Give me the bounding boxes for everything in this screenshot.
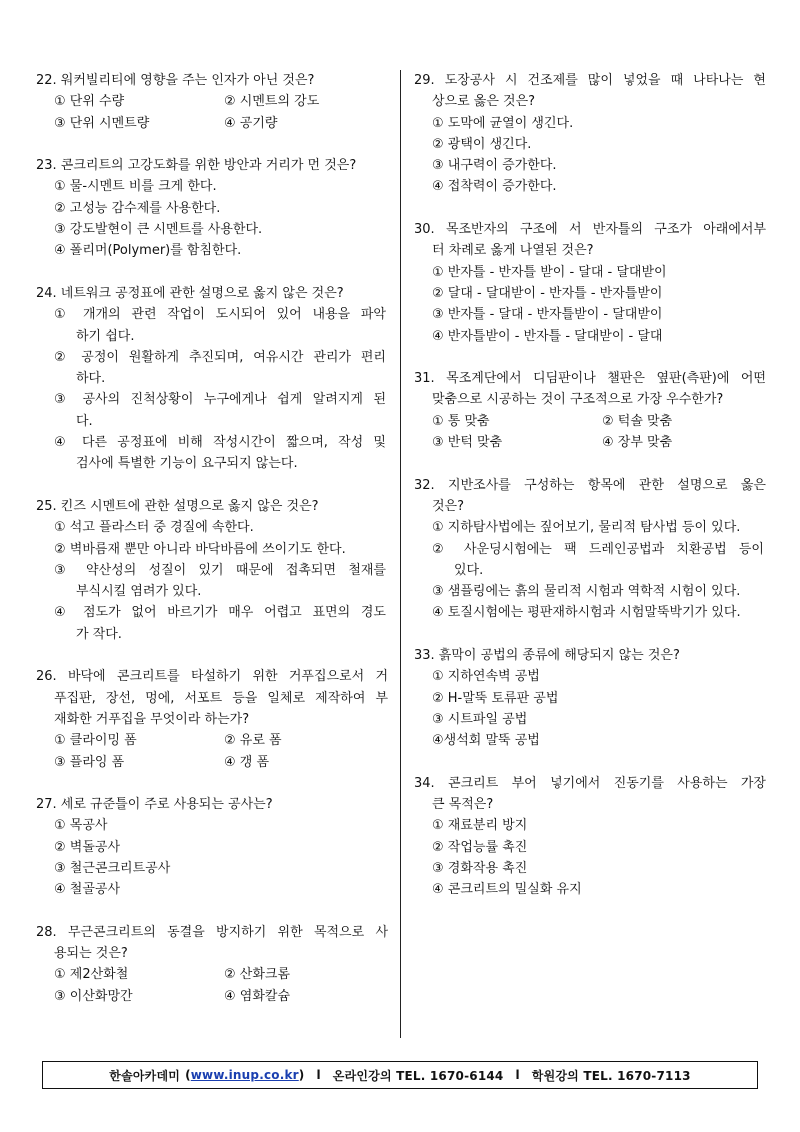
question-stem: 28. 무근콘크리트의 동결을 방지하기 위한 목적으로 사: [36, 924, 388, 940]
option-2[interactable]: ② 유로 폼: [224, 733, 282, 749]
question-stem-cont: 용되는 것은?: [54, 946, 128, 962]
question-32: [414, 475, 766, 624]
option-1[interactable]: ① 지하연속벽 공법: [432, 669, 540, 685]
option-2[interactable]: ② 벽바름재 뿐만 아니라 바닥바름에 쓰이기도 한다.: [54, 541, 346, 557]
right-column: [414, 70, 766, 922]
footer-online-tel: 온라인강의 TEL. 1670-6144: [332, 1068, 504, 1083]
question-29: [414, 70, 766, 198]
option-3[interactable]: ③ 경화작용 촉진: [432, 860, 528, 876]
option-4[interactable]: [36, 432, 388, 475]
option-1[interactable]: ① 석고 플라스터 중 경질에 속한다.: [54, 520, 254, 536]
footer-separator: l: [515, 1068, 520, 1082]
option-1[interactable]: ① 단위 수량: [54, 94, 125, 110]
option-1[interactable]: ① 반자틀 - 반자틀 받이 - 달대 - 달대받이: [432, 264, 667, 280]
option-4[interactable]: ④ 장부 맞춤: [602, 435, 673, 451]
question-28: [36, 922, 388, 1007]
option-1[interactable]: ① 재료분리 방지: [432, 818, 528, 834]
option-4[interactable]: ④ 염화칼슘: [224, 988, 291, 1004]
option-4[interactable]: ④ 반자틀받이 - 반자틀 - 달대받이 - 달대: [432, 328, 663, 344]
question-stem: 34. 콘크리트 부어 넣기에서 진동기를 사용하는 가장: [414, 775, 766, 791]
option-4[interactable]: ④ 갱 폼: [224, 754, 270, 770]
option-3[interactable]: [36, 389, 388, 432]
question-stem: 23. 콘크리트의 고강도화를 위한 방안과 거리가 먼 것은?: [36, 158, 357, 174]
option-3[interactable]: ③ 반자틀 - 달대 - 반자틀받이 - 달대받이: [432, 307, 663, 323]
option-4[interactable]: ④ 콘크리트의 밀실화 유지: [432, 882, 582, 898]
left-column: [36, 70, 388, 1028]
question-22: [36, 70, 388, 134]
option-4[interactable]: [36, 602, 388, 645]
option-text-cont: 가 작다.: [76, 626, 122, 642]
option-2[interactable]: ② 광택이 생긴다.: [432, 136, 532, 152]
option-4[interactable]: ④ 철골공사: [54, 882, 121, 898]
question-23: [36, 155, 388, 261]
footer-bar: 한솔아카데미 (www.inup.co.kr) l 온라인강의 TEL. 1670-6144 l 학원강의 TEL. 1670-7113: [42, 1061, 758, 1089]
option-text: ④ 다른 공정표에 비해 작성시간이 짧으며, 작성 및: [54, 435, 386, 451]
option-text: ① 개개의 관련 작업이 도시되어 있어 내용을 파악: [54, 307, 386, 323]
question-stem: 22. 워커빌리티에 영향을 주는 인자가 아닌 것은?: [36, 73, 315, 88]
question-stem-cont: 큰 목적은?: [432, 797, 494, 813]
option-3[interactable]: ③ 반턱 맞춤: [432, 435, 503, 451]
option-3[interactable]: [36, 560, 388, 603]
footer-separator: l: [316, 1068, 321, 1082]
option-1[interactable]: ① 지하탐사법에는 짚어보기, 물리적 탐사법 등이 있다.: [432, 520, 741, 536]
option-3[interactable]: ③ 시트파일 공법: [432, 711, 528, 727]
option-text-cont: 있다.: [454, 562, 484, 578]
question-stem: 25. 킨즈 시멘트에 관한 설명으로 옳지 않은 것은?: [36, 498, 319, 514]
option-3[interactable]: ③ 이산화망간: [54, 988, 133, 1004]
question-stem-cont: 푸집판, 장선, 멍에, 서포트 등을 일체로 제작하여 부: [54, 690, 388, 706]
footer-offline-tel: 학원강의 TEL. 1670-7113: [531, 1068, 691, 1083]
option-2[interactable]: ② 고성능 감수제를 사용한다.: [54, 200, 221, 216]
option-2[interactable]: ② 산화크롬: [224, 967, 291, 983]
question-stem-cont: 것은?: [432, 498, 465, 514]
option-1[interactable]: ① 제2산화철: [54, 967, 129, 983]
option-3[interactable]: ③ 플라잉 폼: [54, 754, 125, 770]
question-33: [414, 645, 766, 751]
option-text: ③ 공사의 진척상황이 누구에게나 쉽게 알려지게 된: [54, 392, 386, 408]
question-34: [414, 773, 766, 901]
question-stem: 27. 세로 규준틀이 주로 사용되는 공사는?: [36, 797, 273, 813]
option-1[interactable]: ① 클라이밍 폼: [54, 733, 137, 749]
question-stem-cont: 상으로 옳은 것은?: [432, 94, 536, 110]
option-1[interactable]: ① 목공사: [54, 818, 108, 834]
option-2[interactable]: ② 달대 - 달대받이 - 반자틀 - 반자틀받이: [432, 285, 663, 301]
question-stem: 31. 목조계단에서 디딤판이나 챌판은 옆판(측판)에 어떤: [414, 371, 766, 387]
answer-options: [36, 730, 388, 773]
question-30: [414, 219, 766, 347]
option-text-cont: 부식시킬 염려가 있다.: [76, 584, 202, 600]
question-stem-cont: 재화한 거푸집을 무엇이라 하는가?: [54, 711, 250, 727]
option-1[interactable]: [36, 304, 388, 347]
option-3[interactable]: ③ 단위 시멘트량: [54, 115, 150, 131]
option-text: ② 사운딩시험에는 팩 드레인공법과 치환공법 등이: [432, 541, 764, 557]
option-text-cont: 하기 쉽다.: [76, 328, 135, 344]
option-2[interactable]: [36, 347, 388, 390]
option-3[interactable]: ③ 샘플링에는 흙의 물리적 시험과 역학적 시험이 있다.: [432, 584, 741, 600]
option-2[interactable]: ② 시멘트의 강도: [224, 94, 320, 110]
option-2[interactable]: [414, 539, 766, 582]
footer-url-link[interactable]: www.inup.co.kr: [190, 1068, 299, 1082]
option-2[interactable]: ② 작업능률 촉진: [432, 839, 528, 855]
option-2[interactable]: ② H-말뚝 토류판 공법: [432, 690, 559, 706]
option-text: ② 공정이 원활하게 추진되며, 여유시간 관리가 편리: [54, 349, 386, 365]
option-text-cont: 검사에 특별한 기능이 요구되지 않는다.: [76, 456, 298, 472]
option-1[interactable]: ① 도막에 균열이 생긴다.: [432, 115, 574, 131]
question-26: [36, 666, 388, 772]
question-stem: 30. 목조반자의 구조에 서 반자틀의 구조가 아래에서부: [414, 222, 766, 238]
question-stem: 26. 바닥에 콘크리트를 타설하기 위한 거푸집으로서 거: [36, 669, 388, 685]
option-3[interactable]: ③ 내구력이 증가한다.: [432, 158, 557, 174]
option-3[interactable]: ③ 철근콘크리트공사: [54, 860, 171, 876]
option-text-cont: 다.: [76, 413, 93, 429]
option-3[interactable]: ③ 강도발현이 큰 시멘트를 사용한다.: [54, 222, 263, 238]
option-4[interactable]: ④ 폴리머(Polymer)를 함침한다.: [54, 243, 242, 259]
question-27: [36, 794, 388, 900]
question-stem: 33. 흙막이 공법의 종류에 해당되지 않는 것은?: [414, 648, 680, 664]
question-25: [36, 496, 388, 645]
option-4[interactable]: ④ 접착력이 증가한다.: [432, 179, 557, 195]
question-stem-cont: 맞춤으로 시공하는 것이 구조적으로 가장 우수한가?: [432, 392, 724, 408]
option-4[interactable]: ④ 토질시험에는 평판재하시험과 시험말뚝박기가 있다.: [432, 605, 741, 621]
column-divider: [400, 70, 401, 1038]
option-text: ④ 점도가 없어 바르기가 매우 어렵고 표면의 경도: [54, 605, 386, 621]
answer-options: [36, 91, 388, 134]
question-stem: 32. 지반조사를 구성하는 항목에 관한 설명으로 옳은: [414, 477, 766, 493]
option-1[interactable]: ① 통 맞춤: [432, 413, 490, 429]
option-2[interactable]: ② 턱솔 맞춤: [602, 413, 673, 429]
option-4[interactable]: ④생석회 말뚝 공법: [432, 733, 540, 749]
question-31: [414, 368, 766, 453]
option-1[interactable]: ① 물-시멘트 비를 크게 한다.: [54, 179, 217, 195]
question-stem: 24. 네트워크 공정표에 관한 설명으로 옳지 않은 것은?: [36, 285, 344, 301]
option-4[interactable]: ④ 공기량: [224, 115, 278, 131]
question-stem-cont: 터 차례로 옳게 나열된 것은?: [432, 243, 594, 259]
question-stem: 29. 도장공사 시 건조제를 많이 넣었을 때 나타나는 현: [414, 73, 766, 88]
answer-options: [414, 411, 766, 454]
option-text-cont: 하다.: [76, 371, 106, 387]
footer-academy: 한솔아카데미: [109, 1068, 181, 1083]
option-text: ③ 약산성의 성질이 있기 때문에 접촉되면 철재를: [54, 562, 386, 578]
answer-options: [36, 964, 388, 1007]
option-2[interactable]: ② 벽돌공사: [54, 839, 121, 855]
question-24: [36, 283, 388, 475]
